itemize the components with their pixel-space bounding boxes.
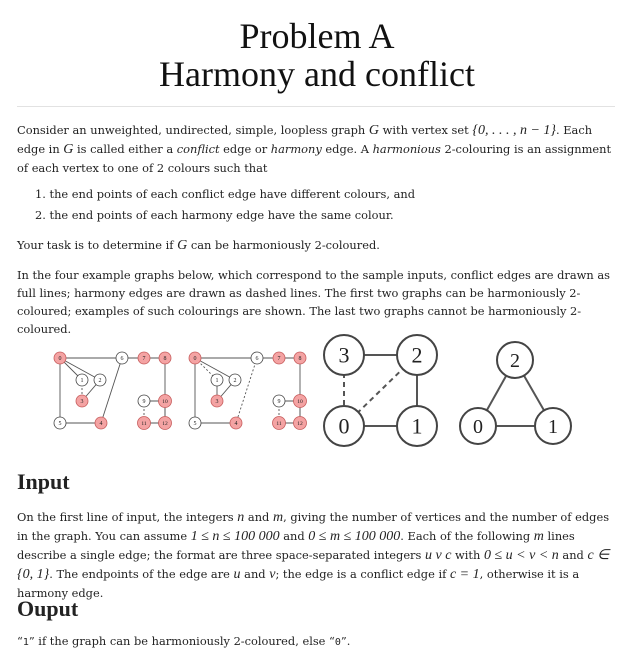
graph-node (535, 408, 571, 444)
graph-node (273, 395, 285, 407)
svg-text:5: 5 (193, 421, 197, 428)
graph-node (138, 352, 150, 364)
graph-node (138, 395, 150, 407)
svg-text:9: 9 (277, 399, 281, 406)
svg-text:4: 4 (234, 421, 238, 428)
graph-node (189, 417, 201, 429)
svg-text:3: 3 (215, 399, 219, 406)
svg-text:1: 1 (80, 378, 84, 385)
output-text: “1” if the graph can be harmoniously 2-coloured, else “0”. (17, 634, 351, 648)
graph-node (76, 395, 88, 407)
svg-text:10: 10 (297, 398, 303, 405)
svg-text:12: 12 (297, 420, 303, 427)
graph-node (229, 374, 241, 386)
svg-text:10: 10 (162, 398, 168, 405)
graph-node (116, 352, 128, 364)
graph-node (324, 335, 364, 375)
graph-node (230, 417, 242, 429)
graph-node (189, 352, 201, 364)
graph-node (497, 342, 533, 378)
svg-text:1: 1 (215, 378, 219, 385)
condition-2: 2. the end points of each harmony edge have the same colour. (35, 208, 394, 222)
graph-edge (98, 358, 122, 423)
graph-node (94, 374, 106, 386)
svg-text:2: 2 (411, 342, 423, 368)
graph-node (294, 352, 306, 364)
graph-node (211, 374, 223, 386)
svg-text:6: 6 (255, 356, 259, 363)
svg-text:1: 1 (411, 413, 423, 439)
problem-label: Problem A (239, 16, 395, 56)
svg-text:0: 0 (338, 413, 350, 439)
graph-node (159, 417, 172, 430)
graph-node (159, 395, 172, 408)
graph-node (54, 352, 66, 364)
graph-edge (233, 358, 257, 423)
svg-text:9: 9 (142, 399, 146, 406)
svg-text:6: 6 (120, 356, 124, 363)
task-text: Your task is to determine if G can be harmoniously 2-coloured. (17, 238, 380, 253)
graph-node (54, 417, 66, 429)
graph-node (273, 352, 285, 364)
graph-node (273, 417, 286, 430)
svg-text:0: 0 (58, 356, 62, 363)
examples-text: In the four example graphs below, which correspond to the sample inputs, conflict edges are drawn as full lines; harmony edges are drawn as dashed lines. The first two graphs can be harmoniously 2-coloured; examples of such colourings are shown. The last two graphs cannot be harmoniously 2-coloured. (17, 268, 610, 336)
graph-node (251, 352, 263, 364)
graph-node (294, 395, 307, 408)
graph-node (76, 374, 88, 386)
svg-text:8: 8 (163, 356, 167, 363)
svg-text:4: 4 (99, 421, 103, 428)
graph-node (95, 417, 107, 429)
svg-text:5: 5 (58, 421, 62, 428)
graph-node (397, 335, 437, 375)
svg-text:2: 2 (233, 378, 237, 385)
svg-text:11: 11 (276, 420, 282, 427)
svg-text:11: 11 (141, 420, 147, 427)
svg-text:2: 2 (510, 350, 520, 372)
condition-1: 1. the end points of each conflict edge have different colours, and (35, 187, 416, 201)
graph-node (324, 406, 364, 446)
svg-text:1: 1 (548, 416, 558, 438)
svg-text:3: 3 (80, 399, 84, 406)
output-heading: Ouput (17, 596, 79, 621)
graph-node (159, 352, 171, 364)
svg-text:0: 0 (473, 416, 483, 438)
graph-node (211, 395, 223, 407)
svg-text:2: 2 (98, 378, 102, 385)
input-heading: Input (17, 469, 70, 494)
graph-node (138, 417, 151, 430)
svg-text:7: 7 (277, 356, 281, 363)
svg-text:8: 8 (298, 356, 302, 363)
statement-intro: Consider an unweighted, undirected, simple, loopless graph G with vertex set {0, . . . , n − 1}. Each edge in G is called either a conflict edge or harmony edge. A harmonious 2-colouring is an assignment of each vertex to one of 2 colours such that (17, 123, 612, 175)
svg-text:0: 0 (193, 356, 197, 363)
problem-title: Harmony and conflict (159, 54, 475, 94)
graph-node (294, 417, 307, 430)
svg-text:7: 7 (142, 356, 146, 363)
svg-text:3: 3 (338, 342, 350, 368)
graph-node (460, 408, 496, 444)
svg-text:12: 12 (162, 420, 168, 427)
input-text: On the first line of input, the integers n and m, giving the number of vertices and the number of edges in the graph. You can assume 1 ≤ n ≤ 100 000 and 0 ≤ m ≤ 100 000. Each of the following m lines describe a single edge; the format are three space-separated integers u v c with 0 ≤ u < v < n and c ∈ {0, 1}. The endpoints of the edge are u and v; the edge is a conflict edge if c = 1, otherwise it is a harmony edge. (17, 510, 610, 600)
graph-node (397, 406, 437, 446)
